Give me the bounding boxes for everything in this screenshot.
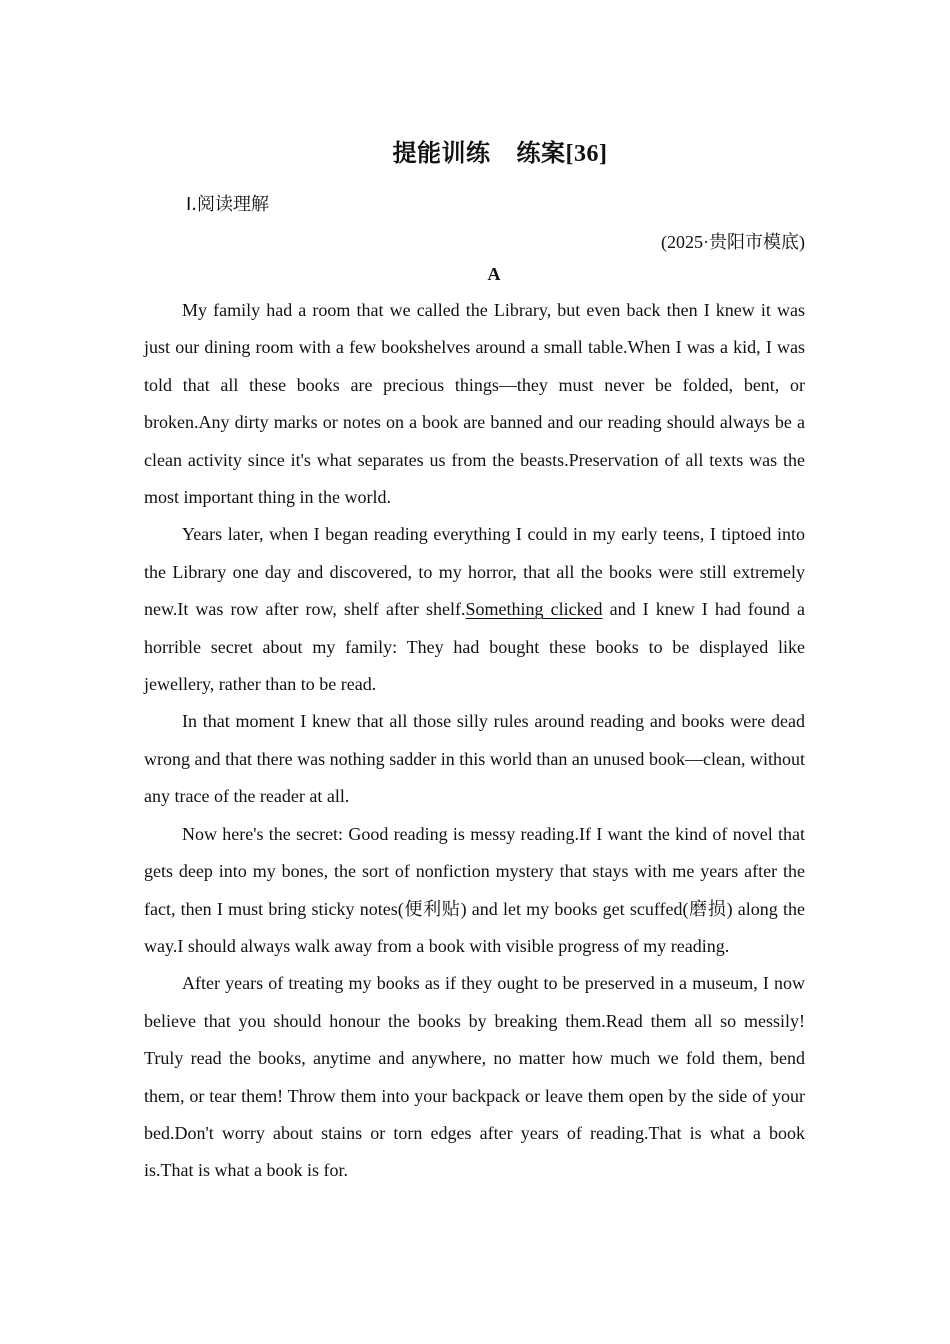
title-left: 提能训练 bbox=[392, 141, 491, 167]
paragraph-3: In that moment I knew that all those silly rules around reading and books were dead wrong and that there was nothing sadder in this world than an unused book—clean, without any trace of the reader at all. bbox=[144, 711, 805, 807]
passage-body bbox=[144, 292, 805, 1190]
paragraph-5: After years of treating my books as if they ought to be preserved in a museum, I now believe that you should honour the books by breaking them.Read them all so messily! Truly read the books, anytime and anywhere, no matter how much we fold them, bend them, or tear them! Throw them into your backpack or leave them open by the side of your bed.Don't worry about stains or torn edges after years of reading.That is what a book is.That is what a book is for. bbox=[144, 973, 805, 1181]
paragraph-2-before: Years later, when I began reading everything I could in my early teens, I tiptoed into the Library one day and discovered, to my horror, that all the books were still extremely new.It was row after row, shelf after shelf. bbox=[144, 524, 805, 620]
paragraph-2 bbox=[144, 516, 805, 703]
section-heading: Ⅰ.阅读理解 bbox=[186, 194, 270, 215]
paragraph-4: Now here's the secret: Good reading is messy reading.If I want the kind of novel that gets deep into my bones, the sort of nonfiction mystery that stays with me years after the fact, then I must bring sticky notes(便利贴) and let my books get scuffed(磨损) along the way.I should always walk away from a book with visible progress of my reading. bbox=[144, 823, 805, 956]
passage-label: A bbox=[487, 264, 501, 284]
paragraph-2-after: and I knew I had found a horrible secret about my family: They had bought these books to be displayed like jewellery, rather than to be read. bbox=[144, 599, 805, 695]
source-note: (2025·贵阳市模底) bbox=[661, 232, 805, 252]
title-right: 练案[36] bbox=[516, 141, 608, 167]
underlined-phrase: Something clicked bbox=[465, 599, 603, 620]
paragraph-1: My family had a room that we called the Library, but even back then I knew it was just our dining room with a few bookshelves around a small table.When I was a kid, I was told that all these books are precious things—they must never be folded, bent, or broken.Any dirty marks or notes on a book are banned and our reading should always be a clean activity since it's what separates us from the beasts.Preservation of all texts was the most important thing in the world. bbox=[144, 300, 805, 508]
page-title bbox=[0, 133, 950, 168]
